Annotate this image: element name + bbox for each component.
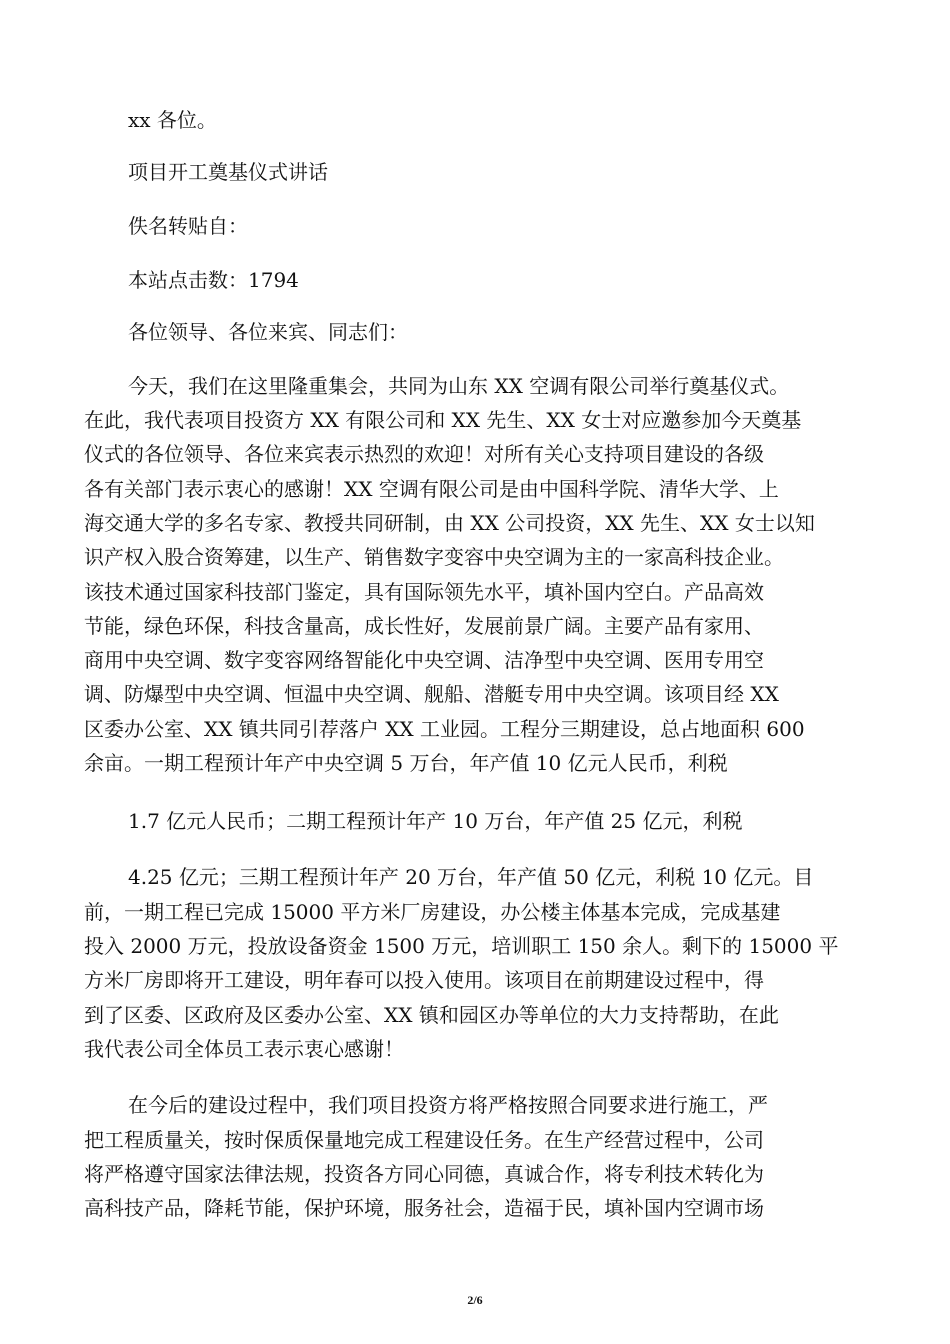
paragraph-line: 把工程质量关，按时保质保量地完成工程建设任务。在生产经营过程中，公司 bbox=[84, 1128, 764, 1152]
paragraph-line: 仪式的各位领导、各位来宾表示热烈的欢迎！对所有关心支持项目建设的各级 bbox=[84, 442, 764, 466]
page-number: 2/6 bbox=[467, 1293, 483, 1307]
paragraph-line: 到了区委、区政府及区委办公室、XX 镇和园区办等单位的大力支持帮助，在此 bbox=[84, 1003, 779, 1027]
paragraph-line: 在今后的建设过程中，我们项目投资方将严格按照合同要求进行施工，严 bbox=[128, 1093, 768, 1117]
paragraph-line: 在此，我代表项目投资方 XX 有限公司和 XX 先生、XX 女士对应邀参加今天奠基 bbox=[84, 408, 802, 432]
paragraph-line: 调、防爆型中央空调、恒温中央空调、舰船、潜艇专用中央空调。该项目经 XX bbox=[84, 682, 779, 706]
paragraph-line: 将严格遵守国家法律法规，投资各方同心同德，真诚合作，将专利技术转化为 bbox=[84, 1162, 764, 1186]
paragraph-line: 区委办公室、XX 镇共同引荐落户 XX 工业园。工程分三期建设，总占地面积 600 bbox=[84, 717, 805, 741]
paragraph-line: 海交通大学的多名专家、教授共同研制，由 XX 公司投资，XX 先生、XX 女士以知 bbox=[84, 511, 815, 535]
paragraph-line: 该技术通过国家科技部门鉴定，具有国际领先水平，填补国内空白。产品高效 bbox=[84, 580, 764, 604]
paragraph-line: 前，一期工程已完成 15000 平方米厂房建设，办公楼主体基本完成，完成基建 bbox=[84, 900, 781, 924]
paragraph-line: 识产权入股合资筹建，以生产、销售数字变容中央空调为主的一家高科技企业。 bbox=[84, 545, 784, 569]
paragraph-line: 余亩。一期工程预计年产中央空调 5 万台，年产值 10 亿元人民币，利税 bbox=[84, 751, 728, 775]
source-line: 佚名转贴自： bbox=[128, 214, 248, 238]
paragraph-line: 高科技产品，降耗节能，保护环境，服务社会，造福于民，填补国内空调市场 bbox=[84, 1196, 764, 1220]
salutation-line: 各位领导、各位来宾、同志们： bbox=[128, 320, 408, 344]
greeting-line: xx 各位。 bbox=[128, 108, 217, 132]
paragraph-line: 商用中央空调、数字变容网络智能化中央空调、洁净型中央空调、医用专用空 bbox=[84, 648, 764, 672]
paragraph-line: 我代表公司全体员工表示衷心感谢！ bbox=[84, 1037, 404, 1061]
paragraph-line: 4.25 亿元；三期工程预计年产 20 万台，年产值 50 亿元，利税 10 亿元。目 bbox=[128, 865, 814, 889]
paragraph-line: 今天，我们在这里隆重集会，共同为山东 XX 空调有限公司举行奠基仪式。 bbox=[128, 374, 790, 398]
paragraph-line: 各有关部门表示衷心的感谢！XX 空调有限公司是由中国科学院、清华大学、上 bbox=[84, 477, 779, 501]
paragraph-line: 节能，绿色环保，科技含量高，成长性好，发展前景广阔。主要产品有家用、 bbox=[84, 614, 764, 638]
paragraph-2: 1.7 亿元人民币；二期工程预计年产 10 万台，年产值 25 亿元，利税 bbox=[128, 809, 743, 833]
paragraph-line: 方米厂房即将开工建设，明年春可以投入使用。该项目在前期建设过程中，得 bbox=[84, 968, 764, 992]
paragraph-line: 投入 2000 万元，投放设备资金 1500 万元，培训职工 150 余人。剩下的 15000 平 bbox=[84, 934, 839, 958]
click-count-line: 本站点击数：1794 bbox=[128, 268, 299, 292]
speech-title: 项目开工奠基仪式讲话 bbox=[128, 160, 328, 184]
